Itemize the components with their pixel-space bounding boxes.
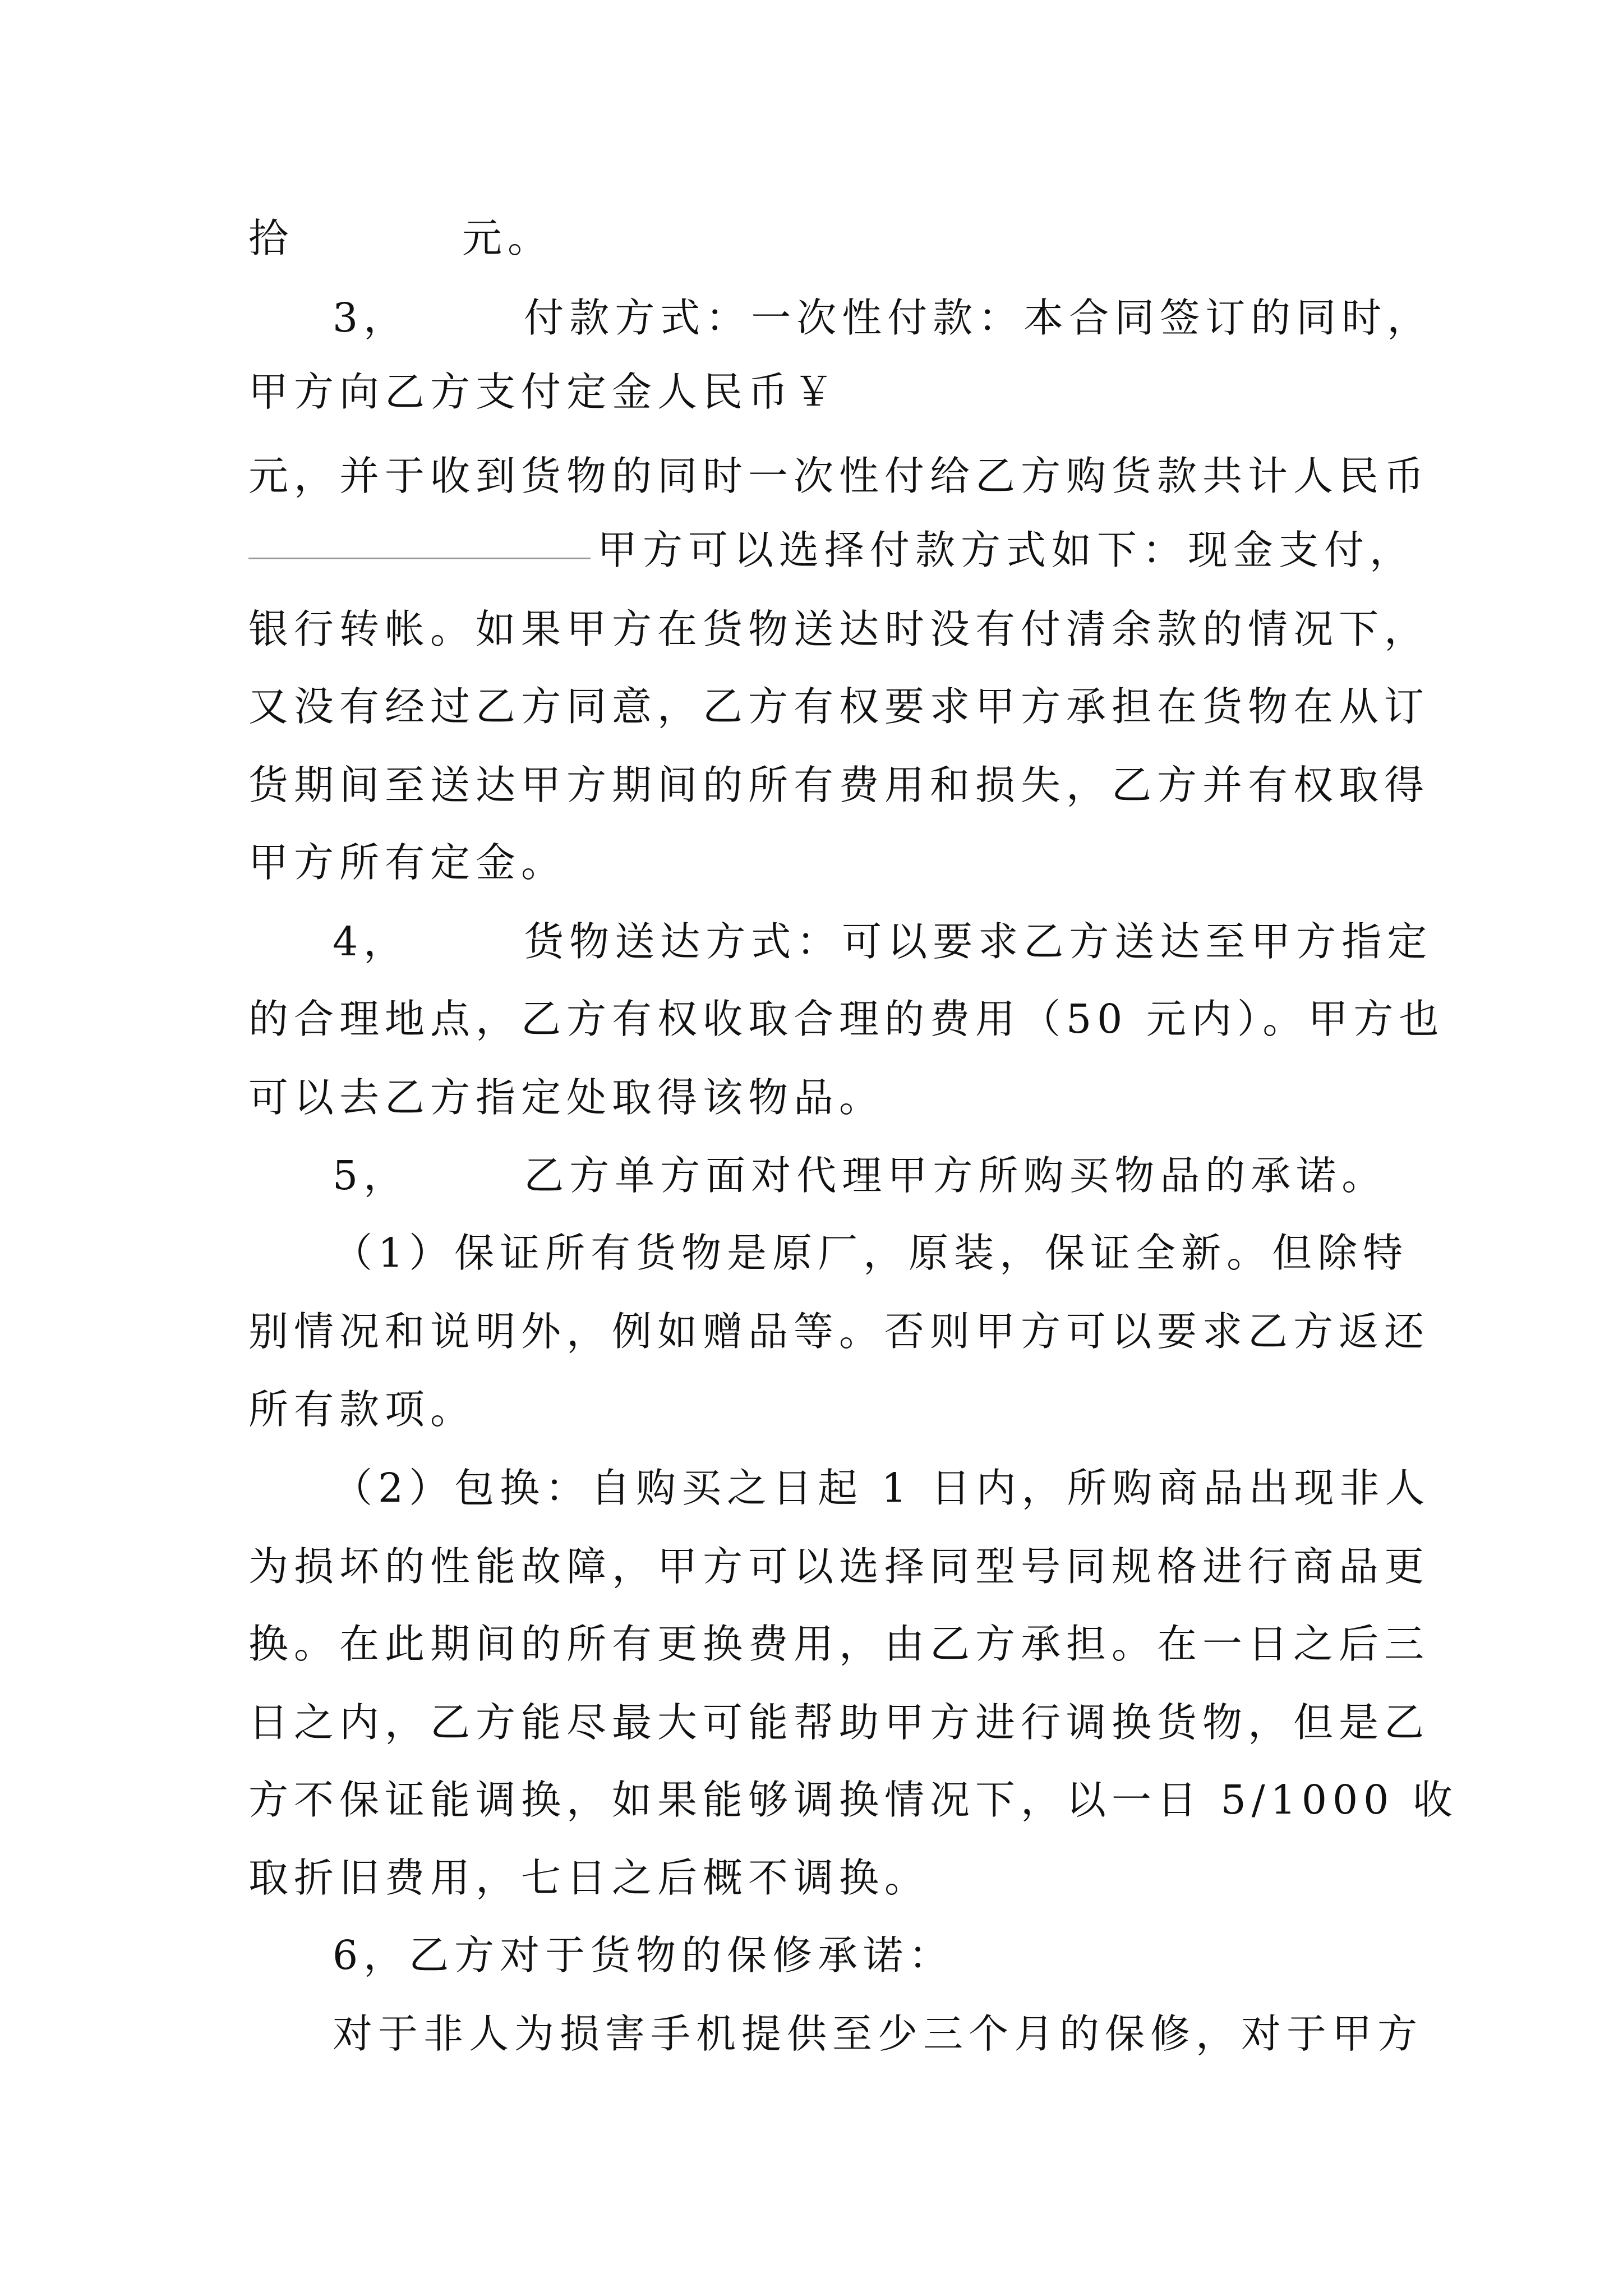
doc-line-18: 为损坏的性能故障，甲方可以选择同型号同规格进行商品更 bbox=[248, 1543, 1430, 1590]
doc-line-3: 甲方向乙方支付定金人民币￥ bbox=[248, 369, 840, 415]
clause-5-item-2: （2）包换：自购买之日起 1 日内，所购商品出现非人 bbox=[333, 1465, 1431, 1511]
doc-line-6: 银行转帐。如果甲方在货物送达时没有付清余款的情况下， bbox=[248, 606, 1430, 652]
doc-line-19: 换。在此期间的所有更换费用，由乙方承担。在一日之后三 bbox=[248, 1621, 1430, 1667]
fill-in-blank bbox=[248, 555, 591, 559]
clause-5-item-1: （1）保证所有货物是原厂，原装，保证全新。但除特 bbox=[333, 1230, 1409, 1276]
clause-3-heading: 3， 付款方式：一次性付款：本合同签订的同时， bbox=[333, 295, 1433, 341]
doc-line-1: 拾 元。 bbox=[248, 215, 554, 261]
clause-4-heading: 4， 货物送达方式：可以要求乙方送达至甲方指定 bbox=[333, 918, 1433, 965]
doc-line-8: 货期间至送达甲方期间的所有费用和损失，乙方并有权取得 bbox=[248, 762, 1430, 808]
doc-line-21: 方不保证能调换，如果能够调换情况下，以一日 5/1000 收 bbox=[248, 1777, 1458, 1823]
doc-line-11: 的合理地点，乙方有权收取合理的费用（50 元内）。甲方也 bbox=[248, 996, 1445, 1042]
doc-line-12: 可以去乙方指定处取得该物品。 bbox=[248, 1074, 885, 1121]
doc-line-16: 所有款项。 bbox=[248, 1386, 476, 1433]
doc-line-4: 元，并于收到货物的同时一次性付给乙方购货款共计人民币 bbox=[248, 453, 1430, 499]
doc-line-7: 又没有经过乙方同意，乙方有权要求甲方承担在货物在从订 bbox=[248, 683, 1430, 730]
doc-line-20: 日之内，乙方能尽最大可能帮助甲方进行调换货物，但是乙 bbox=[248, 1699, 1430, 1746]
doc-line-5: 甲方可以选择付款方式如下：现金支付， bbox=[248, 519, 1398, 581]
doc-line-22: 取折旧费用，七日之后概不调换。 bbox=[248, 1855, 930, 1901]
doc-line-15: 别情况和说明外，例如赠品等。否则甲方可以要求乙方返还 bbox=[248, 1308, 1430, 1355]
clause-5-heading: 5， 乙方单方面对代理甲方所购买物品的承诺。 bbox=[333, 1152, 1387, 1199]
clause-6-heading: 6，乙方对于货物的保修承诺： bbox=[333, 1932, 955, 1978]
doc-line-9: 甲方所有定金。 bbox=[248, 839, 567, 886]
doc-line-24: 对于非人为损害手机提供至少三个月的保修，对于甲方 bbox=[333, 2010, 1423, 2057]
